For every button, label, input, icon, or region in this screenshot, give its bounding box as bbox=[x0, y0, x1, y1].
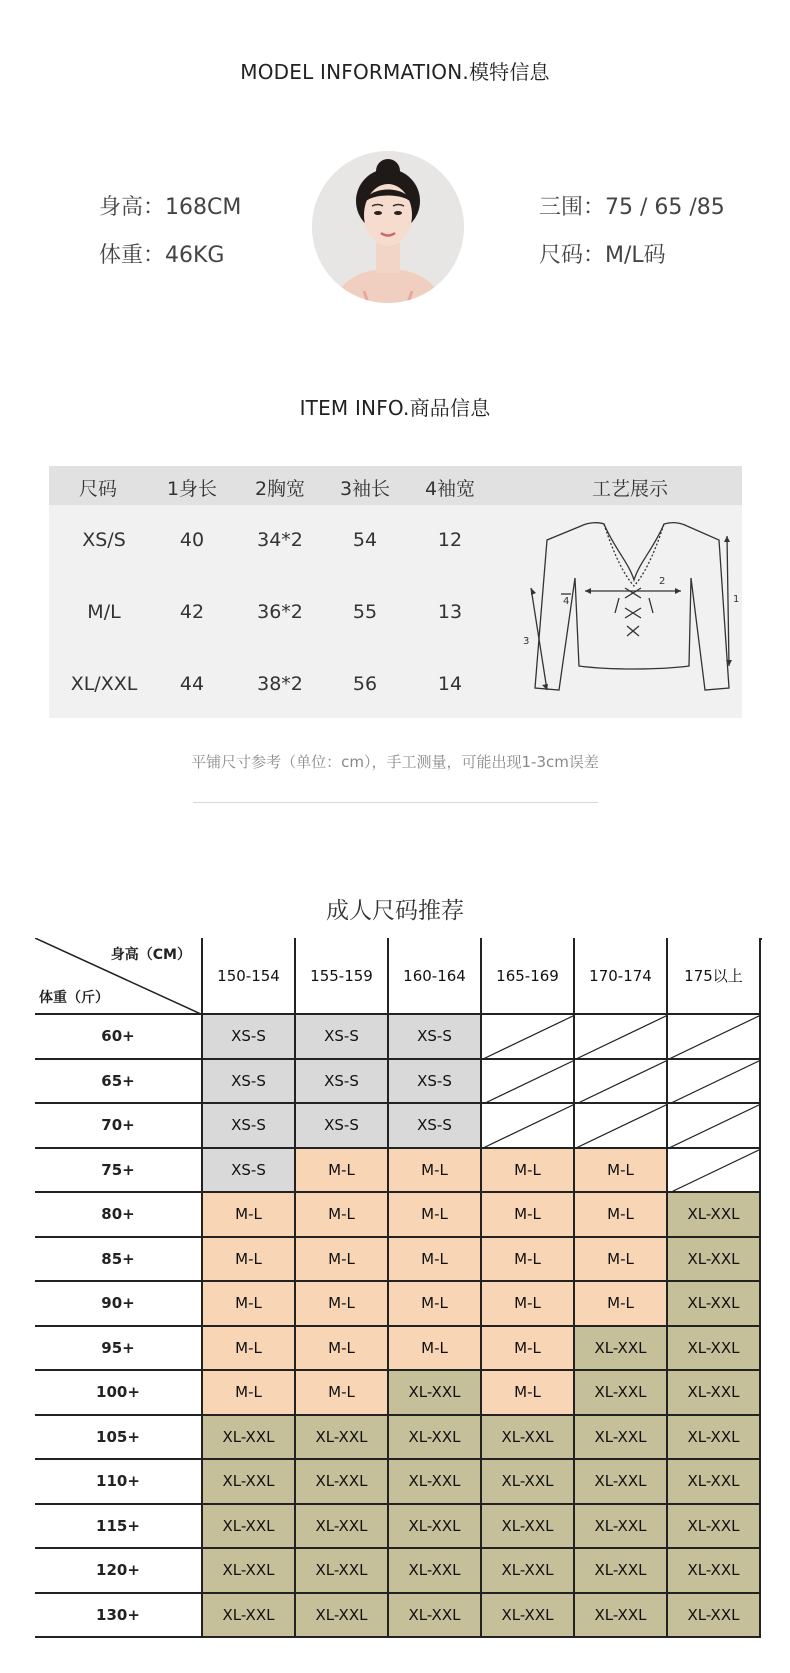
item-header-length: 1身长 bbox=[166, 478, 218, 500]
size-cell: XL-XXL bbox=[203, 1594, 296, 1639]
height-column-header: 155-159 bbox=[296, 938, 389, 1015]
size-cell: XL-XXL bbox=[575, 1460, 668, 1505]
size-cell: M-L bbox=[203, 1327, 296, 1372]
size-cell: M-L bbox=[575, 1149, 668, 1194]
item-header-sleeve-length: 3袖长 bbox=[339, 478, 391, 500]
grid-corner-cell bbox=[35, 938, 203, 1015]
empty-cell-diagonal bbox=[668, 1060, 761, 1105]
empty-size-cell bbox=[575, 1015, 668, 1060]
item-row-length: 40 bbox=[179, 529, 205, 551]
item-size-table bbox=[49, 466, 742, 718]
model-weight: 体重：46KG bbox=[99, 243, 225, 268]
item-row-chest: 38*2 bbox=[257, 673, 303, 695]
size-cell: M-L bbox=[296, 1149, 389, 1194]
size-cell: XL-XXL bbox=[668, 1549, 761, 1594]
diagram-label-2: 2 bbox=[659, 576, 666, 587]
corner-height-label: 身高（CM） bbox=[110, 947, 191, 963]
size-cell: XS-S bbox=[296, 1104, 389, 1149]
size-cell: XL-XXL bbox=[575, 1505, 668, 1550]
empty-size-cell bbox=[482, 1015, 575, 1060]
size-cell: M-L bbox=[482, 1371, 575, 1416]
item-row-length: 44 bbox=[179, 673, 205, 695]
size-cell: M-L bbox=[482, 1149, 575, 1194]
size-cell: XL-XXL bbox=[296, 1594, 389, 1639]
weight-row-header: 60+ bbox=[35, 1015, 203, 1060]
size-cell: XL-XXL bbox=[203, 1460, 296, 1505]
size-cell: XS-S bbox=[203, 1104, 296, 1149]
empty-cell-diagonal bbox=[668, 1149, 761, 1194]
size-cell: XL-XXL bbox=[389, 1505, 482, 1550]
size-cell: M-L bbox=[389, 1238, 482, 1283]
size-cell: XL-XXL bbox=[482, 1549, 575, 1594]
size-cell: XL-XXL bbox=[296, 1505, 389, 1550]
size-cell: M-L bbox=[389, 1149, 482, 1194]
size-cell: XL-XXL bbox=[389, 1416, 482, 1461]
size-cell: M-L bbox=[296, 1193, 389, 1238]
size-cell: XL-XXL bbox=[575, 1594, 668, 1639]
item-header-craft: 工艺展示 bbox=[591, 478, 668, 500]
size-cell: M-L bbox=[203, 1282, 296, 1327]
model-portrait-illustration bbox=[312, 151, 464, 303]
item-row-size: M/L bbox=[87, 601, 121, 623]
size-cell: XL-XXL bbox=[668, 1594, 761, 1639]
height-column-header: 175以上 bbox=[668, 938, 761, 1015]
empty-cell-diagonal bbox=[575, 1060, 668, 1105]
size-cell: XS-S bbox=[389, 1060, 482, 1105]
size-cell: XL-XXL bbox=[575, 1371, 668, 1416]
size-cell: XL-XXL bbox=[203, 1416, 296, 1461]
size-cell: XS-S bbox=[389, 1015, 482, 1060]
item-row-length: 42 bbox=[179, 601, 205, 623]
item-header-chest: 2胸宽 bbox=[254, 478, 306, 500]
size-cell: XL-XXL bbox=[389, 1460, 482, 1505]
size-cell: XL-XXL bbox=[296, 1549, 389, 1594]
size-cell: M-L bbox=[203, 1238, 296, 1283]
weight-row-header: 85+ bbox=[35, 1238, 203, 1283]
size-cell: XL-XXL bbox=[668, 1371, 761, 1416]
height-column-header: 160-164 bbox=[389, 938, 482, 1015]
size-cell: M-L bbox=[482, 1282, 575, 1327]
size-cell: XL-XXL bbox=[389, 1371, 482, 1416]
empty-size-cell bbox=[482, 1104, 575, 1149]
weight-row-header: 130+ bbox=[35, 1594, 203, 1639]
size-cell: XL-XXL bbox=[668, 1193, 761, 1238]
size-cell: M-L bbox=[389, 1327, 482, 1372]
size-cell: XL-XXL bbox=[668, 1505, 761, 1550]
model-info-title: MODEL INFORMATION.模特信息 bbox=[240, 60, 550, 84]
weight-row-header: 100+ bbox=[35, 1371, 203, 1416]
size-cell: M-L bbox=[389, 1193, 482, 1238]
size-cell: XL-XXL bbox=[668, 1416, 761, 1461]
diagram-label-4: 4 bbox=[563, 596, 570, 607]
weight-row-header: 120+ bbox=[35, 1549, 203, 1594]
section-divider bbox=[193, 802, 598, 803]
empty-cell-diagonal bbox=[482, 1104, 575, 1149]
size-cell: M-L bbox=[575, 1282, 668, 1327]
size-cell: XS-S bbox=[203, 1149, 296, 1194]
size-chart-title: 成人尺码推荐 bbox=[326, 898, 464, 924]
item-row-sleeve-width: 13 bbox=[437, 601, 463, 623]
size-cell: XL-XXL bbox=[296, 1416, 389, 1461]
size-cell: XL-XXL bbox=[668, 1282, 761, 1327]
size-cell: XL-XXL bbox=[575, 1416, 668, 1461]
size-cell: XS-S bbox=[389, 1104, 482, 1149]
corner-weight-label: 体重（斤） bbox=[39, 990, 109, 1006]
model-height: 身高：168CM bbox=[99, 195, 242, 220]
item-info-title: ITEM INFO.商品信息 bbox=[299, 396, 491, 420]
height-column-header: 150-154 bbox=[203, 938, 296, 1015]
item-row-sleeve-length: 56 bbox=[352, 673, 378, 695]
diagram-label-3: 3 bbox=[523, 636, 530, 647]
weight-row-header: 65+ bbox=[35, 1060, 203, 1105]
size-cell: XL-XXL bbox=[668, 1460, 761, 1505]
empty-size-cell bbox=[575, 1060, 668, 1105]
empty-cell-diagonal bbox=[482, 1015, 575, 1060]
size-cell: M-L bbox=[482, 1193, 575, 1238]
size-cell: M-L bbox=[389, 1282, 482, 1327]
size-cell: M-L bbox=[296, 1327, 389, 1372]
item-row-sleeve-width: 12 bbox=[437, 529, 463, 551]
item-row-chest: 34*2 bbox=[257, 529, 303, 551]
item-row-sleeve-width: 14 bbox=[437, 673, 463, 695]
size-cell: M-L bbox=[203, 1193, 296, 1238]
weight-row-header: 110+ bbox=[35, 1460, 203, 1505]
weight-row-header: 90+ bbox=[35, 1282, 203, 1327]
empty-cell-diagonal bbox=[575, 1104, 668, 1149]
model-measurements: 三围：75 / 65 /85 bbox=[539, 195, 725, 220]
size-cell: XS-S bbox=[203, 1060, 296, 1105]
size-cell: XL-XXL bbox=[668, 1238, 761, 1283]
empty-size-cell bbox=[668, 1104, 761, 1149]
empty-size-cell bbox=[668, 1060, 761, 1105]
empty-size-cell bbox=[482, 1060, 575, 1105]
empty-size-cell bbox=[668, 1015, 761, 1060]
garment-measurement-diagram bbox=[519, 518, 739, 708]
empty-cell-diagonal bbox=[668, 1015, 761, 1060]
size-cell: XL-XXL bbox=[203, 1505, 296, 1550]
size-cell: XL-XXL bbox=[389, 1549, 482, 1594]
size-cell: M-L bbox=[203, 1371, 296, 1416]
size-cell: XS-S bbox=[296, 1060, 389, 1105]
empty-cell-diagonal bbox=[575, 1015, 668, 1060]
size-cell: M-L bbox=[575, 1238, 668, 1283]
height-column-header: 170-174 bbox=[575, 938, 668, 1015]
empty-size-cell bbox=[668, 1149, 761, 1194]
size-cell: XS-S bbox=[203, 1015, 296, 1060]
weight-row-header: 105+ bbox=[35, 1416, 203, 1461]
item-row-chest: 36*2 bbox=[257, 601, 303, 623]
weight-row-header: 80+ bbox=[35, 1193, 203, 1238]
weight-row-header: 70+ bbox=[35, 1104, 203, 1149]
item-row-sleeve-length: 55 bbox=[352, 601, 378, 623]
height-column-header: 165-169 bbox=[482, 938, 575, 1015]
model-size: 尺码：M/L码 bbox=[539, 243, 666, 268]
empty-cell-diagonal bbox=[482, 1060, 575, 1105]
size-cell: XL-XXL bbox=[482, 1505, 575, 1550]
size-cell: M-L bbox=[482, 1327, 575, 1372]
item-row-size: XS/S bbox=[82, 529, 126, 551]
item-header-size: 尺码 bbox=[78, 478, 117, 500]
size-cell: XL-XXL bbox=[482, 1416, 575, 1461]
size-cell: M-L bbox=[296, 1371, 389, 1416]
size-cell: XL-XXL bbox=[296, 1460, 389, 1505]
item-row-sleeve-length: 54 bbox=[352, 529, 378, 551]
size-cell: XL-XXL bbox=[389, 1594, 482, 1639]
size-cell: XL-XXL bbox=[668, 1327, 761, 1372]
size-cell: XL-XXL bbox=[575, 1549, 668, 1594]
model-avatar bbox=[312, 151, 464, 303]
size-cell: XS-S bbox=[296, 1015, 389, 1060]
size-cell: XL-XXL bbox=[203, 1549, 296, 1594]
weight-row-header: 75+ bbox=[35, 1149, 203, 1194]
empty-cell-diagonal bbox=[668, 1104, 761, 1149]
size-cell: M-L bbox=[296, 1282, 389, 1327]
size-cell: XL-XXL bbox=[575, 1327, 668, 1372]
measurement-note: 平铺尺寸参考（单位：cm），手工测量，可能出现1-3cm误差 bbox=[191, 753, 599, 771]
weight-row-header: 115+ bbox=[35, 1505, 203, 1550]
size-recommendation-grid bbox=[35, 938, 762, 1638]
item-header-sleeve-width: 4袖宽 bbox=[424, 478, 476, 500]
diagram-label-1: 1 bbox=[733, 594, 739, 605]
size-cell: M-L bbox=[296, 1238, 389, 1283]
item-row-size: XL/XXL bbox=[70, 673, 138, 695]
size-cell: M-L bbox=[575, 1193, 668, 1238]
size-cell: XL-XXL bbox=[482, 1594, 575, 1639]
size-cell: M-L bbox=[482, 1238, 575, 1283]
empty-size-cell bbox=[575, 1104, 668, 1149]
size-cell: XL-XXL bbox=[482, 1460, 575, 1505]
weight-row-header: 95+ bbox=[35, 1327, 203, 1372]
